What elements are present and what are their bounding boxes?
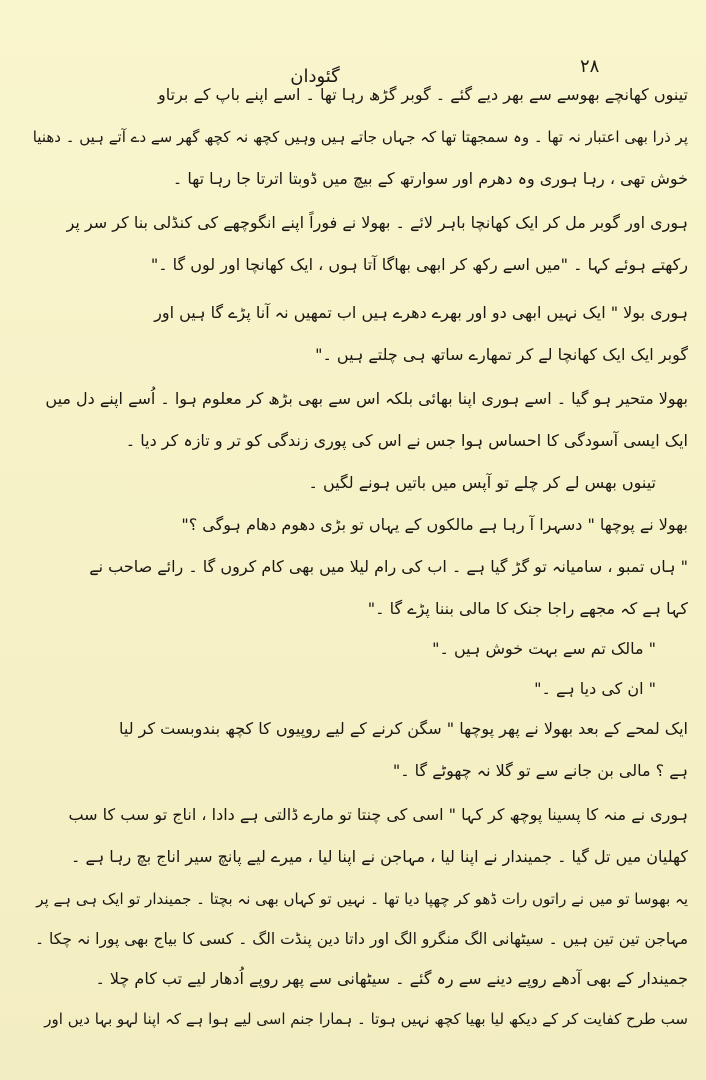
text-line: خوش تھی ، رہا ہوری وہ دھرم اور سوارتھ کے بیچ میں ڈوبتا اترتا جا رہا تھا ۔ xyxy=(172,169,688,188)
text-line: ہے ؟ مالی بن جانے سے تو گلا نہ چھوٹے گا ۔" xyxy=(392,761,688,780)
text-line: ایک لمحے کے بعد بھولا نے پھر پوچھا " سگن کرنے کے لیے روپیوں کا کچھ بندوبست کر لیا xyxy=(118,719,688,738)
text-line: پر ذرا بھی اعتبار نہ تھا ۔ وہ سمجھتا تھا کہ جہاں جاتے ہیں وہیں کچھ نہ کچھ گھر سے دے آتے ہیں ۔ دھنیا xyxy=(32,128,688,146)
running-title: گئودان xyxy=(290,66,340,87)
text-line: بھولا نے پوچھا " دسہرا آ رہا ہے مالکوں کے یہاں تو بڑی دھوم دھام ہوگی ؟" xyxy=(181,515,688,534)
text-line: تینوں بھس لے کر چلے تو آپس میں باتیں ہونے لگیں ۔ xyxy=(308,473,656,492)
text-line: " ان کی دیا ہے ۔" xyxy=(534,679,656,698)
text-line: تینوں کھانچے بھوسے سے بھر دیے گئے ۔ گوبر گڑھ رہا تھا ۔ اسے اپنے باپ کے برتاو xyxy=(158,85,688,104)
text-line: رکھتے ہوئے کہا ۔ "میں اسے رکھ کر ابھی بھاگا آتا ہوں ، ایک کھانچا اور لوں گا ۔" xyxy=(150,255,688,274)
text-line: جمیندار کے بھی آدھے روپے دینے سے رہ گئے ۔ سیٹھانی سے پھر روپے اُدھار لیے تب کام چلا ۔ xyxy=(95,969,688,988)
text-line: ہوری نے منہ کا پسینا پوچھ کر کہا " اسی کی چنتا تو مارے ڈالتی ہے دادا ، اناج تو سب کا سب xyxy=(68,805,688,824)
text-line: گوبر ایک ایک کھانچا لے کر تمھارے ساتھ ہی چلتے ہیں ۔" xyxy=(315,345,688,364)
text-line: بھولا متحیر ہو گیا ۔ اسے ہوری اپنا بھائی بلکہ اس سے بھی بڑھ کر معلوم ہوا ۔ اُسے اپنے دل میں xyxy=(45,389,688,408)
text-line: سب طرح کفایت کر کے دیکھ لیا بھیا کچھ نہیں ہوتا ۔ ہمارا جنم اسی لیے ہوا ہے کہ اپنا لہو بہا دیں اور xyxy=(44,1010,688,1028)
text-line: " مالک تم سے بہت خوش ہیں ۔" xyxy=(432,639,656,658)
text-line: " ہاں تمبو ، سامیانہ تو گڑ گیا ہے ۔ اب کی رام لیلا میں بھی کام کروں گا ۔ رائے صاحب نے xyxy=(89,557,688,576)
text-line: یہ بھوسا تو میں نے راتوں رات ڈھو کر چھپا دیا تھا ۔ نہیں تو کہاں بھی نہ بچتا ۔ جمیندار تو ایک ہی ہے پر xyxy=(36,890,688,908)
page-number: ۲۸ xyxy=(580,56,600,77)
text-line: ہوری اور گوبر مل کر ایک کھانچا باہر لائے ۔ بھولا نے فوراً اپنے انگوچھے کی کنڈلی بنا کر سر پر xyxy=(66,213,688,232)
text-line: ہوری بولا " ایک نہیں ابھی دو اور بھرے دھرے ہیں اب تمھیں نہ آنا پڑے گا ہیں اور xyxy=(154,303,688,322)
text-line: ایک ایسی آسودگی کا احساس ہوا جس نے اس کی پوری زندگی کو تر و تازہ کر دیا ۔ xyxy=(125,431,688,450)
text-line: مہاجن تین تین ہیں ۔ سیٹھانی الگ منگرو الگ اور داتا دین پنڈت الگ ۔ کسی کا بیاج بھی پورا نہ چکا ۔ xyxy=(35,930,688,948)
text-line: کہا ہے کہ مجھے راجا جنک کا مالی بننا پڑے گا ۔" xyxy=(367,599,688,618)
text-line: کھلیان میں تل گیا ۔ جمیندار نے اپنا لیا ، مہاجن نے اپنا لیا ، میرے لیے پانچ سیر اناج بچ رہا ہے ۔ xyxy=(71,847,688,866)
